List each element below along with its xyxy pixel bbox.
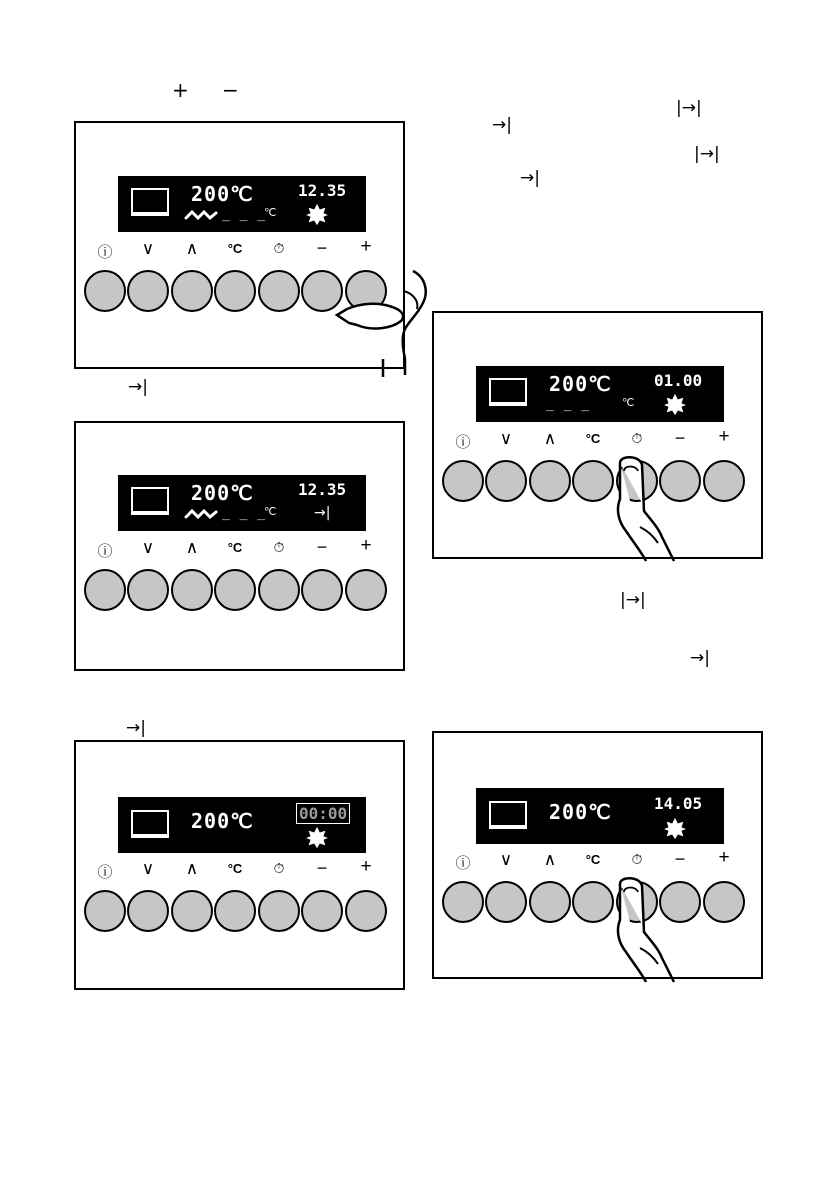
up-label-4: ∧ bbox=[543, 429, 557, 448]
lcd-clock-3: 00:00 bbox=[296, 803, 350, 824]
lcd-temperature-1: 200℃ bbox=[191, 182, 254, 206]
minus-symbol-top: − bbox=[222, 78, 239, 102]
oven-panel-duration-arrow bbox=[74, 421, 405, 671]
celsius-label-4: °C bbox=[585, 431, 601, 446]
power-label-3: ⓘ bbox=[97, 864, 113, 881]
lcd-temperature-5: 200℃ bbox=[549, 800, 612, 824]
celsius-label-1: °C bbox=[227, 241, 243, 256]
heating-element-icon-2 bbox=[184, 508, 218, 520]
down-label-5: ∨ bbox=[499, 850, 513, 869]
tab-right-symbol-1: →| bbox=[492, 115, 512, 135]
plus-label-4: + bbox=[718, 426, 730, 447]
tab-both-symbol-3: |→| bbox=[620, 590, 646, 610]
up-label-3: ∧ bbox=[185, 859, 199, 878]
finger-pointer-1 bbox=[331, 263, 441, 378]
heating-element-icon bbox=[184, 209, 218, 221]
oven-cavity-icon-4 bbox=[489, 378, 527, 406]
up-label-1: ∧ bbox=[185, 239, 199, 258]
celsius-label-2: °C bbox=[227, 540, 243, 555]
lcd-display-1 bbox=[118, 176, 366, 232]
minus-button-3[interactable] bbox=[301, 890, 343, 932]
lcd-duration-arrow-2: →| bbox=[314, 505, 331, 521]
lcd-clock-1: 12.35 bbox=[298, 181, 347, 200]
oven-panel-duration-one-hour bbox=[432, 311, 763, 559]
down-button-2[interactable] bbox=[127, 569, 169, 611]
down-button-4[interactable] bbox=[485, 460, 527, 502]
oven-panel-duration-zero bbox=[74, 740, 405, 990]
power-label-1: ⓘ bbox=[97, 244, 113, 261]
up-button-1[interactable] bbox=[171, 270, 213, 312]
oven-cavity-icon-2 bbox=[131, 487, 169, 515]
up-button-4[interactable] bbox=[529, 460, 571, 502]
up-button-3[interactable] bbox=[171, 890, 213, 932]
lcd-bar-1: _ _ _ bbox=[222, 207, 267, 222]
heat-star-icon-3 bbox=[304, 825, 330, 849]
down-label-2: ∨ bbox=[141, 538, 155, 557]
oven-cavity-icon-5 bbox=[489, 801, 527, 829]
timer-button-1[interactable] bbox=[258, 270, 300, 312]
lcd-display-3 bbox=[118, 797, 366, 853]
oven-cavity-icon-3 bbox=[131, 810, 169, 838]
celsius-button-2[interactable] bbox=[214, 569, 256, 611]
plus-label-1: + bbox=[360, 236, 372, 257]
power-label-5: ⓘ bbox=[455, 855, 471, 872]
down-label-4: ∨ bbox=[499, 429, 513, 448]
heat-star-icon-5 bbox=[662, 816, 688, 840]
plus-symbol-top: + bbox=[172, 78, 189, 102]
lcd-units-4: ℃ bbox=[622, 396, 636, 409]
power-button-5[interactable] bbox=[442, 881, 484, 923]
plus-label-3: + bbox=[360, 856, 372, 877]
lcd-clock-2: 12.35 bbox=[298, 480, 347, 499]
lcd-temperature-3: 200℃ bbox=[191, 809, 254, 833]
heat-star-icon-4 bbox=[662, 392, 688, 416]
timer-label-3: ⏱ bbox=[273, 860, 285, 876]
oven-panel-set-temperature bbox=[74, 121, 405, 369]
up-label-2: ∧ bbox=[185, 538, 199, 557]
lcd-clock-4: 01.00 bbox=[654, 371, 703, 390]
power-label-4: ⓘ bbox=[455, 434, 471, 451]
celsius-button-1[interactable] bbox=[214, 270, 256, 312]
lcd-display-5 bbox=[476, 788, 724, 844]
tab-right-symbol-4: →| bbox=[690, 648, 710, 668]
power-button-1[interactable] bbox=[84, 270, 126, 312]
power-button-3[interactable] bbox=[84, 890, 126, 932]
lcd-bar-2: _ _ _ bbox=[222, 506, 267, 521]
minus-label-1: − bbox=[316, 238, 328, 258]
up-button-5[interactable] bbox=[529, 881, 571, 923]
power-label-2: ⓘ bbox=[97, 543, 113, 560]
lcd-units-1: ℃ bbox=[264, 206, 278, 219]
oven-cavity-icon bbox=[131, 188, 169, 216]
minus-label-4: − bbox=[674, 428, 686, 448]
celsius-button-3[interactable] bbox=[214, 890, 256, 932]
power-button-2[interactable] bbox=[84, 569, 126, 611]
lcd-display-2 bbox=[118, 475, 366, 531]
down-label-1: ∨ bbox=[141, 239, 155, 258]
plus-label-2: + bbox=[360, 535, 372, 556]
oven-panel-end-time bbox=[432, 731, 763, 979]
heat-star-icon bbox=[304, 202, 330, 226]
up-label-5: ∧ bbox=[543, 850, 557, 869]
down-button-3[interactable] bbox=[127, 890, 169, 932]
lcd-units-2: ℃ bbox=[264, 505, 278, 518]
timer-label-2: ⏱ bbox=[273, 539, 285, 555]
tab-right-symbol-5: →| bbox=[126, 718, 146, 738]
tab-both-symbol-1: |→| bbox=[676, 98, 702, 118]
power-button-4[interactable] bbox=[442, 460, 484, 502]
timer-button-3[interactable] bbox=[258, 890, 300, 932]
lcd-temperature-4: 200℃ bbox=[549, 372, 612, 396]
down-label-3: ∨ bbox=[141, 859, 155, 878]
up-button-2[interactable] bbox=[171, 569, 213, 611]
celsius-button-5[interactable] bbox=[572, 881, 614, 923]
plus-label-5: + bbox=[718, 847, 730, 868]
down-button-1[interactable] bbox=[127, 270, 169, 312]
tab-right-symbol-2: →| bbox=[520, 168, 540, 188]
lcd-clock-5: 14.05 bbox=[654, 794, 703, 813]
tab-right-symbol-3: →| bbox=[128, 377, 148, 397]
finger-pointer-4 bbox=[610, 453, 730, 563]
plus-button-3[interactable] bbox=[345, 890, 387, 932]
lcd-bar-4: _ _ _ bbox=[546, 397, 591, 412]
minus-label-5: − bbox=[674, 849, 686, 869]
celsius-button-4[interactable] bbox=[572, 460, 614, 502]
minus-label-2: − bbox=[316, 537, 328, 557]
down-button-5[interactable] bbox=[485, 881, 527, 923]
timer-label-5: ⏱ bbox=[631, 851, 643, 867]
lcd-display-4 bbox=[476, 366, 724, 422]
celsius-label-5: °C bbox=[585, 852, 601, 867]
lcd-temperature-2: 200℃ bbox=[191, 481, 254, 505]
plus-button-2[interactable] bbox=[345, 569, 387, 611]
timer-label-1: ⏱ bbox=[273, 240, 285, 256]
minus-button-2[interactable] bbox=[301, 569, 343, 611]
celsius-label-3: °C bbox=[227, 861, 243, 876]
timer-button-2[interactable] bbox=[258, 569, 300, 611]
tab-both-symbol-2: |→| bbox=[694, 144, 720, 164]
finger-pointer-5 bbox=[610, 874, 730, 984]
timer-label-4: ⏱ bbox=[631, 430, 643, 446]
minus-label-3: − bbox=[316, 858, 328, 878]
